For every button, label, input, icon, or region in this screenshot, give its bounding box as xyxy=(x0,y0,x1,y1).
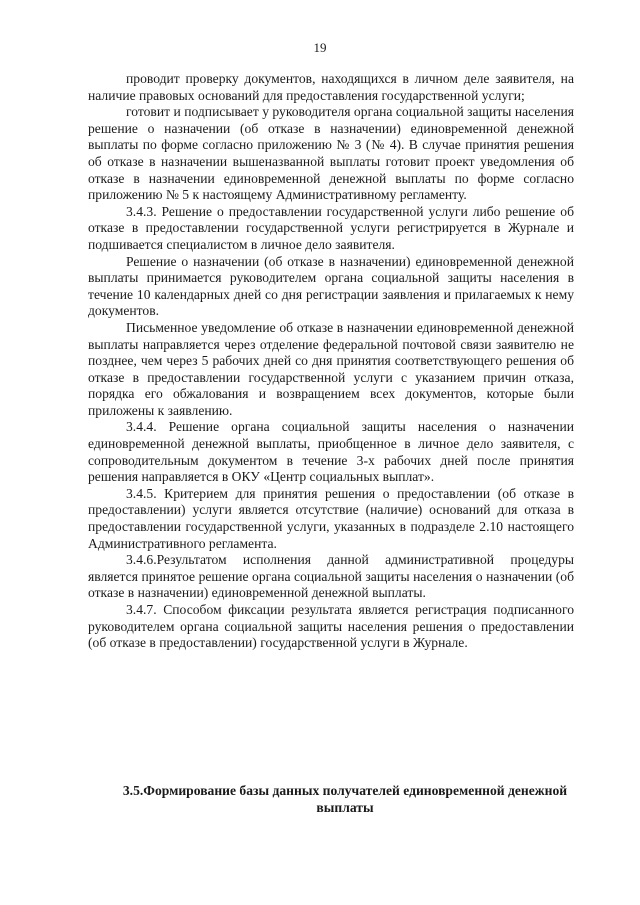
page-number: 19 xyxy=(313,40,327,55)
section-heading: 3.5.Формирование базы данных получателей единовременной денежной выплаты xyxy=(122,783,568,815)
paragraph: Письменное уведомление об отказе в назначении единовременной денежной выплаты направляется через отделение федеральной почтовой связи заявителю не позднее, чем через 5 рабочих дней со дня принятия соответствующего решения об отказе в предоставлении государственной услуги с указанием причин отказа, порядка его обжалования и возвращением всех документов, которые были приложены к заявлению. xyxy=(88,319,574,418)
paragraph: 3.4.7. Способом фиксации результата является регистрация подписанного руководителем органа социальной защиты населения решения о предоставлении (об отказе в предоставлении) государственной услуги в Журнале. xyxy=(88,602,574,651)
paragraph: 3.4.6.Результатом исполнения данной административной процедуры является принятое решение органа социальной защиты населения о назначении (об отказе в назначении) единовременной денежной выплаты. xyxy=(88,552,574,601)
paragraph: Решение о назначении (об отказе в назначении) единовременной денежной выплаты принимается руководителем органа социальной защиты населения в течение 10 календарных дней со дня регистрации заявления и прилагаемых к нему документов. xyxy=(88,253,574,319)
paragraph: 3.4.4. Решение органа социальной защиты населения о назначении единовременной денежной выплаты, приобщенное в личное дело заявителя, с сопроводительным документом в течение 3-х рабочих дней после принятия решения направляется в ОКУ «Центр социальных выплат». xyxy=(88,419,574,485)
paragraph: 3.4.3. Решение о предоставлении государственной услуги либо решение об отказе в предоставлении государственной услуги регистрируется в Журнале и подшивается специалистом в личное дело заявителя. xyxy=(88,203,574,252)
body-text xyxy=(88,71,574,652)
paragraph: проводит проверку документов, находящихся в личном деле заявителя, на наличие правовых оснований для предоставления государственной услуги; xyxy=(88,71,574,103)
paragraph: 3.4.5. Критерием для принятия решения о предоставлении (об отказе в предоставлении) услуги является отсутствие (наличие) оснований для отказа в предоставлении государственной услуги, указанных в подразделе 2.10 настоящего Административного регламента. xyxy=(88,485,574,551)
paragraph: готовит и подписывает у руководителя органа социальной защиты населения решение о назначении (об отказе в назначении) единовременной денежной выплаты по форме согласно приложению № 3 (№ 4). В случае принятия решения об отказе в назначении вышеназванной выплаты готовит проект уведомления об отказе в назначении единовременной денежной выплаты по форме согласно приложению № 5 к настоящему Административному регламенту. xyxy=(88,104,574,203)
